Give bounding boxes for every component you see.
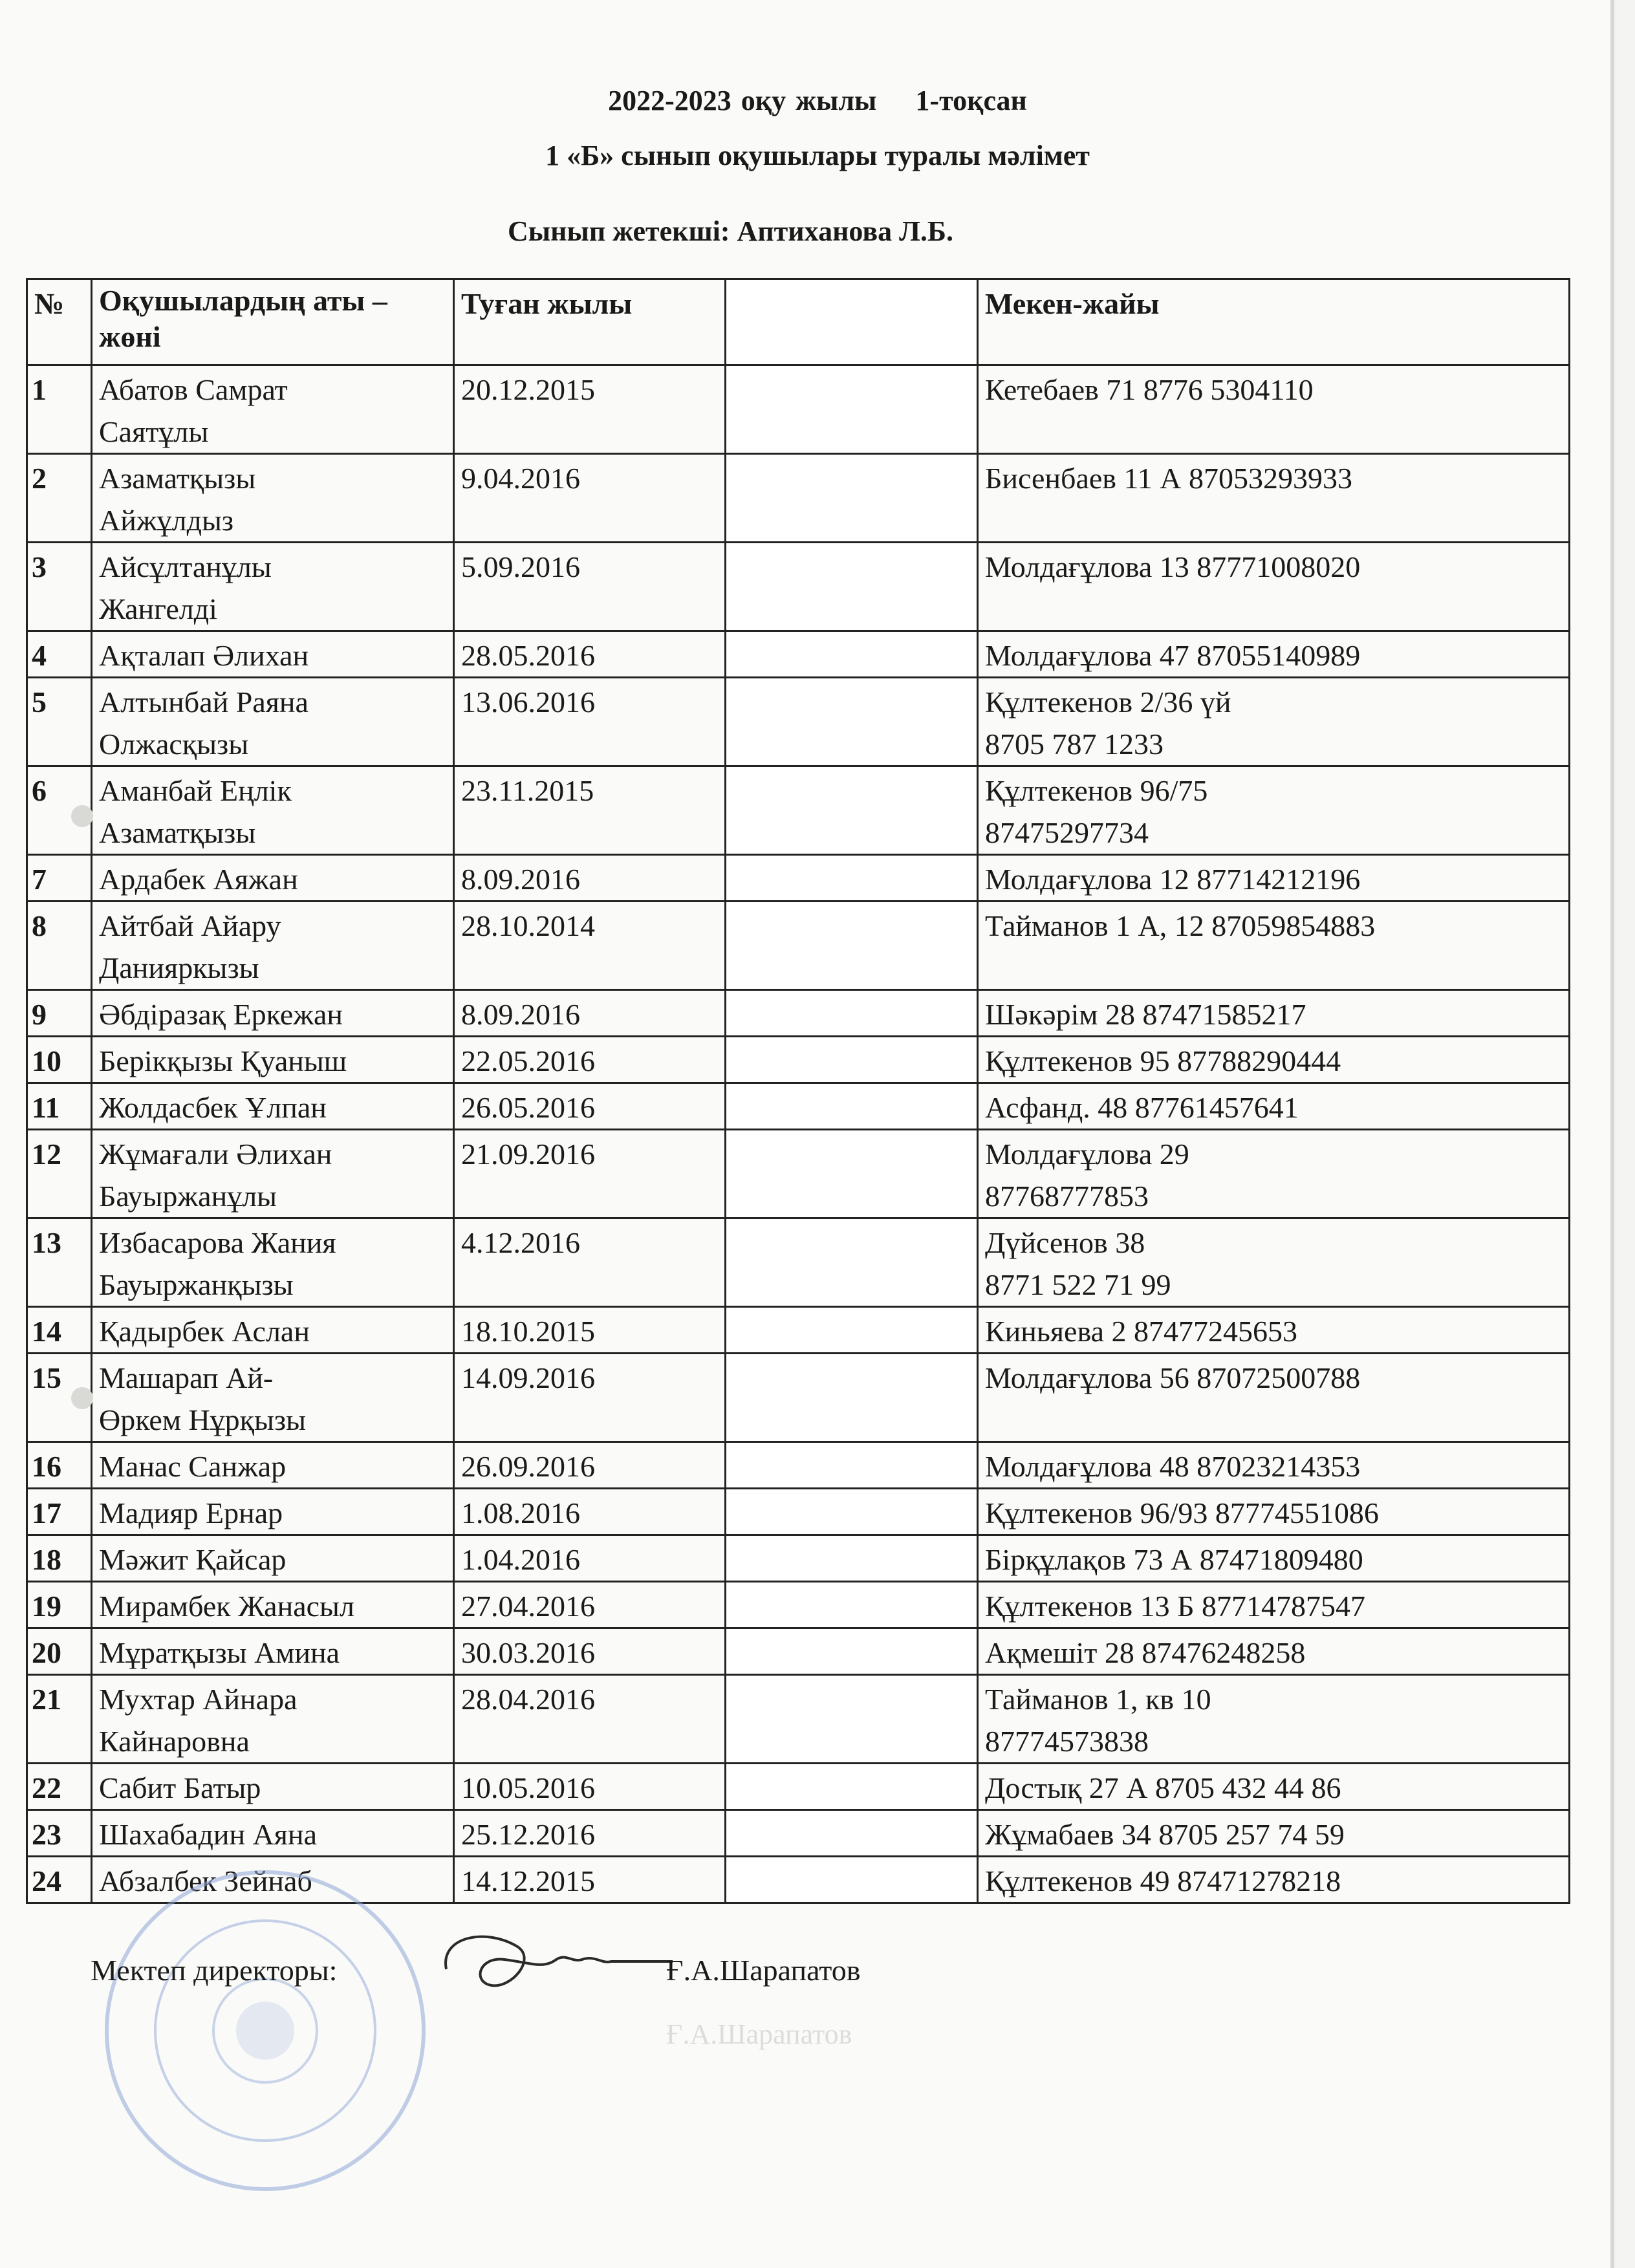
birth-date: 1.08.2016 [454, 1489, 726, 1535]
address [978, 1307, 1570, 1354]
row-number: 20 [27, 1628, 92, 1675]
row-number: 10 [27, 1037, 92, 1083]
birth-date: 28.04.2016 [454, 1675, 726, 1764]
student-name-line-1: Мухтар Айнара [99, 1683, 298, 1716]
address [978, 1675, 1570, 1764]
birth-date: 22.05.2016 [454, 1037, 726, 1083]
table-row [27, 1675, 1570, 1764]
address [978, 1857, 1570, 1903]
student-name-line-1: Абатов Самрат [99, 373, 288, 406]
address [978, 990, 1570, 1037]
student-name-line-1: Манас Санжар [99, 1450, 287, 1483]
birth-date: 23.11.2015 [454, 766, 726, 855]
header-number: № [27, 279, 92, 365]
redacted-cell [726, 678, 978, 766]
student-name [92, 543, 454, 631]
student-name-line-1: Қадырбек Аслан [99, 1315, 310, 1348]
address [978, 1582, 1570, 1628]
row-number: 11 [27, 1083, 92, 1130]
address [978, 1764, 1570, 1810]
student-name [92, 1307, 454, 1354]
address-line-1: Кетебаев 71 8776 5304110 [985, 373, 1314, 406]
address-line-1: Достық 27 А 8705 432 44 86 [985, 1771, 1341, 1804]
redacted-cell [726, 1489, 978, 1535]
student-name-line-2: Азаматқызы [99, 816, 256, 849]
birth-date: 8.09.2016 [454, 855, 726, 902]
birth-date: 28.10.2014 [454, 902, 726, 990]
birth-date: 9.04.2016 [454, 454, 726, 543]
redacted-cell [726, 1218, 978, 1307]
student-name-line-1: Азаматқызы [99, 462, 256, 495]
row-number: 2 [27, 454, 92, 543]
student-name-line-1: Избасарова Жания [99, 1226, 336, 1259]
row-number: 13 [27, 1218, 92, 1307]
address-line-2: 8771 522 71 99 [985, 1268, 1171, 1301]
student-name [92, 365, 454, 454]
table-row [27, 902, 1570, 990]
table-row [27, 1764, 1570, 1810]
student-name-line-1: Ардабек Аяжан [99, 863, 298, 896]
student-name [92, 631, 454, 678]
row-number: 22 [27, 1764, 92, 1810]
row-number: 17 [27, 1489, 92, 1535]
redacted-cell [726, 1628, 978, 1675]
director-signature [433, 1924, 679, 2008]
student-name-line-1: Берікқызы Қуаныш [99, 1044, 347, 1077]
address-line-1: Құлтекенов 96/75 [985, 774, 1208, 807]
address-line-1: Асфанд. 48 87761457641 [985, 1091, 1299, 1124]
class-teacher: Сынып жетекші: Аптиханова Л.Б. [508, 215, 953, 247]
address-line-1: Молдағұлова 47 87055140989 [985, 639, 1361, 672]
address [978, 1130, 1570, 1218]
row-number: 14 [27, 1307, 92, 1354]
address-line-2: 87768777853 [985, 1180, 1149, 1213]
address-line-1: Құлтекенов 13 Б 87714787547 [985, 1590, 1366, 1623]
address [978, 1489, 1570, 1535]
address [978, 855, 1570, 902]
student-name [92, 1535, 454, 1582]
redacted-cell [726, 1037, 978, 1083]
birth-date: 25.12.2016 [454, 1810, 726, 1857]
address-line-1: Құлтекенов 95 87788290444 [985, 1044, 1341, 1077]
student-name-line-2: Данияркызы [99, 951, 259, 984]
student-name [92, 1442, 454, 1489]
address [978, 1083, 1570, 1130]
table-row [27, 365, 1570, 454]
address-line-1: Молдағұлова 12 87714212196 [985, 863, 1361, 896]
header-birth: Туған жылы [454, 279, 726, 365]
student-name-line-1: Шахабадин Аяна [99, 1818, 318, 1851]
student-name [92, 1628, 454, 1675]
table-row [27, 543, 1570, 631]
address [978, 1810, 1570, 1857]
redacted-cell [726, 454, 978, 543]
row-number: 23 [27, 1810, 92, 1857]
address-line-1: Киньяева 2 87477245653 [985, 1315, 1297, 1348]
student-name [92, 766, 454, 855]
address-line-1: Дүйсенов 38 [985, 1226, 1145, 1259]
director-name: Ғ.А.Шарапатов [666, 1954, 861, 1987]
address-line-1: Жұмабаев 34 8705 257 74 59 [985, 1818, 1345, 1851]
student-name [92, 855, 454, 902]
row-number: 5 [27, 678, 92, 766]
row-number: 8 [27, 902, 92, 990]
address [978, 1218, 1570, 1307]
header-name: Оқушылардың аты –жөні [92, 279, 454, 365]
student-name [92, 1810, 454, 1857]
address-line-2: 87475297734 [985, 816, 1149, 849]
row-number: 19 [27, 1582, 92, 1628]
table-row [27, 454, 1570, 543]
student-name [92, 1354, 454, 1442]
row-number: 4 [27, 631, 92, 678]
address-line-1: Молдағұлова 29 [985, 1138, 1189, 1171]
redacted-cell [726, 1307, 978, 1354]
academic-year: 2022-2023 оқу жылы [608, 85, 877, 116]
student-name [92, 1582, 454, 1628]
student-name-line-2: Жангелді [99, 592, 217, 625]
address [978, 631, 1570, 678]
address [978, 1037, 1570, 1083]
student-name-line-1: Машарап Ай- [99, 1361, 274, 1394]
birth-date: 5.09.2016 [454, 543, 726, 631]
table-row [27, 1582, 1570, 1628]
student-name-line-2: Айжұлдыз [99, 504, 234, 537]
redacted-cell [726, 1442, 978, 1489]
address-line-1: Құлтекенов 2/36 үй [985, 686, 1231, 718]
students-table-wrapper [26, 278, 1570, 1904]
row-number: 6 [27, 766, 92, 855]
quarter: 1-тоқсан [915, 85, 1027, 116]
student-name-line-1: Айсұлтанұлы [99, 550, 272, 583]
redacted-cell [726, 365, 978, 454]
row-number: 24 [27, 1857, 92, 1903]
student-name-line-2: Өркем Нұрқызы [99, 1403, 307, 1436]
address-line-2: 87774573838 [985, 1725, 1149, 1758]
birth-date: 1.04.2016 [454, 1535, 726, 1582]
redacted-cell [726, 1130, 978, 1218]
student-name-line-1: Мұратқызы Амина [99, 1636, 340, 1669]
table-row [27, 766, 1570, 855]
student-name-line-1: Айтбай Айару [99, 909, 281, 942]
redacted-cell [726, 1582, 978, 1628]
student-name-line-1: Жолдасбек Ұлпан [99, 1091, 327, 1124]
birth-date: 28.05.2016 [454, 631, 726, 678]
birth-date: 14.12.2015 [454, 1857, 726, 1903]
address [978, 365, 1570, 454]
redacted-cell [726, 543, 978, 631]
address-line-1: Құлтекенов 96/93 87774551086 [985, 1496, 1379, 1529]
address-line-1: Молдағұлова 48 87023214353 [985, 1450, 1361, 1483]
redacted-cell [726, 902, 978, 990]
redacted-cell [726, 1764, 978, 1810]
redacted-cell [726, 631, 978, 678]
row-number: 16 [27, 1442, 92, 1489]
redacted-column-header [726, 279, 978, 365]
student-name-line-1: Алтынбай Раяна [99, 686, 309, 718]
row-number: 7 [27, 855, 92, 902]
student-name-line-1: Әбдіразақ Еркежан [99, 998, 343, 1031]
address-line-1: Молдағұлова 13 87771008020 [985, 550, 1361, 583]
official-stamp [97, 1863, 433, 2199]
table-row [27, 1354, 1570, 1442]
student-name [92, 902, 454, 990]
table-row [27, 855, 1570, 902]
table-row [27, 990, 1570, 1037]
student-name [92, 1218, 454, 1307]
student-name [92, 990, 454, 1037]
redacted-cell [726, 766, 978, 855]
address [978, 766, 1570, 855]
birth-date: 4.12.2016 [454, 1218, 726, 1307]
students-table [26, 278, 1570, 1904]
student-name [92, 1489, 454, 1535]
address [978, 1628, 1570, 1675]
table-row [27, 678, 1570, 766]
redacted-cell [726, 990, 978, 1037]
birth-date: 30.03.2016 [454, 1628, 726, 1675]
student-name-line-1: Жұмағали Әлихан [99, 1138, 332, 1171]
student-name-line-1: Абзалбек Зейнаб [99, 1864, 312, 1897]
student-name [92, 1130, 454, 1218]
address [978, 902, 1570, 990]
student-name-line-2: Саятұлы [99, 415, 209, 448]
table-body [27, 365, 1570, 1903]
row-number: 1 [27, 365, 92, 454]
redacted-cell [726, 1857, 978, 1903]
row-number: 21 [27, 1675, 92, 1764]
table-row [27, 1307, 1570, 1354]
address [978, 678, 1570, 766]
table-row [27, 1628, 1570, 1675]
address-line-1: Молдағұлова 56 87072500788 [985, 1361, 1361, 1394]
address-line-1: Ақмешіт 28 87476248258 [985, 1636, 1306, 1669]
row-number: 15 [27, 1354, 92, 1442]
punch-hole [71, 805, 93, 827]
redacted-cell [726, 1354, 978, 1442]
student-name-line-2: Бауыржанұлы [99, 1180, 277, 1213]
table-row [27, 1810, 1570, 1857]
redacted-cell [726, 1675, 978, 1764]
address-line-1: Тайманов 1, кв 10 [985, 1683, 1211, 1716]
birth-date: 20.12.2015 [454, 365, 726, 454]
student-name [92, 1764, 454, 1810]
row-number: 3 [27, 543, 92, 631]
birth-date: 21.09.2016 [454, 1130, 726, 1218]
student-name-line-2: Бауыржанқызы [99, 1268, 294, 1301]
row-number: 9 [27, 990, 92, 1037]
header-address: Мекен-жайы [978, 279, 1570, 365]
birth-date: 27.04.2016 [454, 1582, 726, 1628]
student-name [92, 454, 454, 543]
punch-hole [71, 1387, 93, 1409]
address-line-1: Шәкәрім 28 87471585217 [985, 998, 1306, 1031]
student-name-line-1: Аманбай Еңлік [99, 774, 292, 807]
redacted-cell [726, 855, 978, 902]
row-number: 12 [27, 1130, 92, 1218]
redacted-cell [726, 1083, 978, 1130]
address-line-1: Құлтекенов 49 87471278218 [985, 1864, 1341, 1897]
table-row [27, 1489, 1570, 1535]
student-name-line-1: Мирамбек Жанасыл [99, 1590, 354, 1623]
birth-date: 18.10.2015 [454, 1307, 726, 1354]
row-number: 18 [27, 1535, 92, 1582]
student-name [92, 1037, 454, 1083]
birth-date: 14.09.2016 [454, 1354, 726, 1442]
student-name-line-1: Мәжит Қайсар [99, 1543, 287, 1576]
faded-duplicate-name: Ғ.А.Шарапатов [666, 2018, 852, 2050]
address [978, 454, 1570, 543]
address-line-1: Бисенбаев 11 А 87053293933 [985, 462, 1353, 495]
address [978, 1354, 1570, 1442]
student-name-line-1: Мадияр Ернар [99, 1496, 283, 1529]
student-name [92, 1083, 454, 1130]
student-name [92, 678, 454, 766]
birth-date: 10.05.2016 [454, 1764, 726, 1810]
address [978, 543, 1570, 631]
table-row [27, 1218, 1570, 1307]
table-row [27, 1083, 1570, 1130]
address-line-2: 8705 787 1233 [985, 728, 1164, 761]
redacted-cell [726, 1535, 978, 1582]
birth-date: 26.05.2016 [454, 1083, 726, 1130]
student-name-line-2: Олжасқызы [99, 728, 249, 761]
redacted-cell [726, 1810, 978, 1857]
table-row [27, 1535, 1570, 1582]
table-row [27, 631, 1570, 678]
table-row [27, 1037, 1570, 1083]
address-line-1: Тайманов 1 А, 12 87059854883 [985, 909, 1376, 942]
table-row [27, 1130, 1570, 1218]
table-header-row [27, 279, 1570, 365]
director-label: Мектеп директоры: [91, 1954, 338, 1987]
address [978, 1535, 1570, 1582]
student-name-line-2: Кайнаровна [99, 1725, 250, 1758]
address-line-1: Бірқұлақов 73 А 87471809480 [985, 1543, 1363, 1576]
title-line-1 [0, 84, 1635, 117]
student-name [92, 1675, 454, 1764]
document-subtitle: 1 «Б» сынып оқушылары туралы мәлімет [545, 140, 1090, 171]
birth-date: 13.06.2016 [454, 678, 726, 766]
address [978, 1442, 1570, 1489]
student-name-line-1: Сабит Батыр [99, 1771, 261, 1804]
table-row [27, 1442, 1570, 1489]
birth-date: 8.09.2016 [454, 990, 726, 1037]
student-name-line-1: Ақталап Әлихан [99, 639, 309, 672]
birth-date: 26.09.2016 [454, 1442, 726, 1489]
